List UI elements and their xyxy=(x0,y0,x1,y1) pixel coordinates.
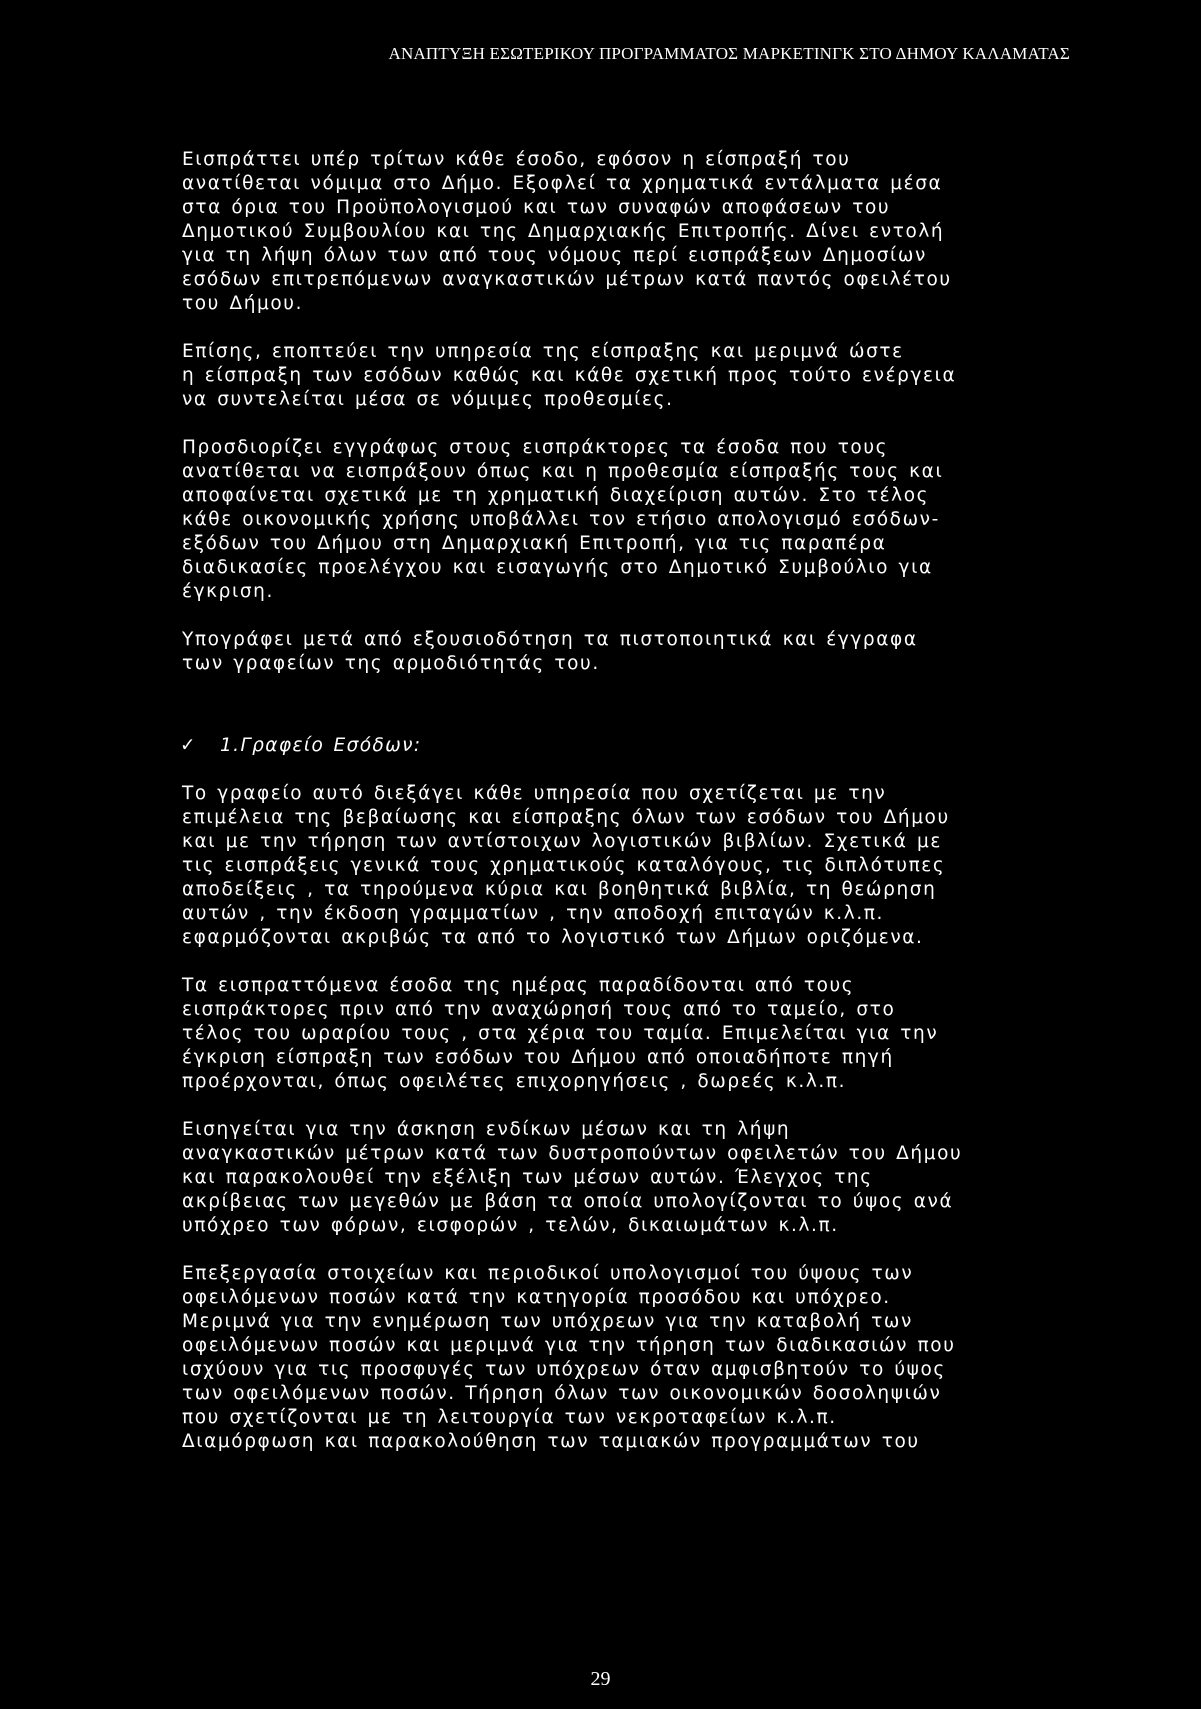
text-line: εσόδων επιτρεπόμενων αναγκαστικών μέτρων κατά παντός οφειλέτου xyxy=(182,269,952,290)
text-line: εφαρμόζονται ακριβώς τα από το λογιστικό των Δήμων οριζόμενα. xyxy=(182,927,924,948)
paragraph xyxy=(148,340,1078,412)
text-line: Το γραφείο αυτό διεξάγει κάθε υπηρεσία που σχετίζεται με την xyxy=(182,783,887,804)
text-line: Διαμόρφωση και παρακολούθηση των ταμιακών προγραμμάτων του xyxy=(182,1431,920,1452)
text-line: υπόχρεο των φόρων, εισφορών , τελών, δικαιωμάτων κ.λ.π. xyxy=(182,1215,839,1236)
running-header: ΑΝΑΠΤΥΞΗ ΕΣΩΤΕΡΙΚΟΥ ΠΡΟΓΡΑΜΜΑΤΟΣ ΜΑΡΚΕΤΙΝΓΚ ΣΤΟ ΔΗΜΟΥ ΚΑΛΑΜΑΤΑΣ xyxy=(388,44,1070,63)
text-line: και παρακολουθεί την εξέλιξη των μέσων αυτών. Έλεγχος της xyxy=(182,1167,873,1188)
paragraph xyxy=(148,628,1078,676)
text-line: Εισπράττει υπέρ τρίτων κάθε έσοδο, εφόσον η είσπραξή του xyxy=(182,149,851,170)
section-heading-text: 1.Γραφείο Εσόδων: xyxy=(220,735,422,756)
text-line: κάθε οικονομικής χρήσης υποβάλλει τον ετήσιο απολογισμό εσόδων- xyxy=(182,509,940,530)
text-line: επιμέλεια της βεβαίωσης και είσπραξης όλων των εσόδων του Δήμου xyxy=(182,807,950,828)
text-line: ανατίθεται νόμιμα στο Δήμο. Εξοφλεί τα χρηματικά εντάλματα μέσα xyxy=(182,173,943,194)
text-line: εισπράκτορες πριν από την αναχώρησή τους από το ταμείο, στο xyxy=(182,999,896,1020)
text-line: για τη λήψη όλων των από τους νόμους περί εισπράξεων Δημοσίων xyxy=(182,245,927,266)
text-line: Υπογράφει μετά από εξουσιοδότηση τα πιστοποιητικά και έγγραφα xyxy=(182,629,918,650)
text-line: έγκριση. xyxy=(182,581,274,602)
text-line: οφειλόμενων ποσών κατά την κατηγορία προσόδου και υπόχρεο. xyxy=(182,1287,891,1308)
text-line: έγκριση είσπραξη των εσόδων του Δήμου από οποιαδήποτε πηγή xyxy=(182,1047,894,1068)
paragraph xyxy=(148,974,1078,1094)
paragraph xyxy=(148,1118,1078,1238)
text-line: ανατίθεται να εισπράξουν όπως και η προθεσμία είσπραξής τους και xyxy=(182,461,944,482)
text-line: Εισηγείται για την άσκηση ενδίκων μέσων και τη λήψη xyxy=(182,1119,791,1140)
text-line: αναγκαστικών μέτρων κατά των δυστροπούντων οφειλετών του Δήμου xyxy=(182,1143,963,1164)
paragraph xyxy=(148,148,1078,316)
paragraphs-bottom xyxy=(148,782,1078,1454)
text-line: αποφαίνεται σχετικά με τη χρηματική διαχείριση αυτών. Στο τέλος xyxy=(182,485,930,506)
section-heading xyxy=(180,734,1078,758)
document-body xyxy=(148,148,1078,1478)
page-number: 29 xyxy=(590,1668,611,1690)
text-line: προέρχονται, όπως οφειλέτες επιχορηγήσεις , δωρεές κ.λ.π. xyxy=(182,1071,847,1092)
text-line: Επίσης, εποπτεύει την υπηρεσία της είσπραξης και μεριμνά ώστε xyxy=(182,341,904,362)
text-line: Δημοτικού Συμβουλίου και της Δημαρχιακής Επιτροπής. Δίνει εντολή xyxy=(182,221,945,242)
text-line: ακρίβειας των μεγεθών με βάση τα οποία υπολογίζονται το ύψος ανά xyxy=(182,1191,954,1212)
paragraph xyxy=(148,782,1078,950)
text-line: Επεξεργασία στοιχείων και περιοδικοί υπολογισμοί του ύψους των xyxy=(182,1263,914,1284)
text-line: να συντελείται μέσα σε νόμιμες προθεσμίες. xyxy=(182,389,674,410)
text-line: στα όρια του Προϋπολογισμού και των συναφών αποφάσεων του xyxy=(182,197,891,218)
paragraph xyxy=(148,436,1078,604)
text-line: ισχύουν για τις προσφυγές των υπόχρεων όταν αμφισβητούν το ύψος xyxy=(182,1359,946,1380)
text-line: Προσδιορίζει εγγράφως στους εισπράκτορες τα έσοδα που τους xyxy=(182,437,889,458)
text-line: των γραφείων της αρμοδιότητάς του. xyxy=(182,653,600,674)
text-line: του Δήμου. xyxy=(182,293,304,314)
text-line: αυτών , την έκδοση γραμματίων , την αποδοχή επιταγών κ.λ.π. xyxy=(182,903,885,924)
text-line: των οφειλόμενων ποσών. Τήρηση όλων των οικονομικών δοσοληψιών xyxy=(182,1383,942,1404)
text-line: εξόδων του Δήμου στη Δημαρχιακή Επιτροπή, για τις παραπέρα xyxy=(182,533,887,554)
text-line: που σχετίζονται με τη λειτουργία των νεκροταφείων κ.λ.π. xyxy=(182,1407,837,1428)
text-line: η είσπραξη των εσόδων καθώς και κάθε σχετική προς τούτο ενέργεια xyxy=(182,365,957,386)
text-line: τέλος του ωραρίου τους , στα χέρια του ταμία. Επιμελείται για την xyxy=(182,1023,939,1044)
text-line: Τα εισπραττόμενα έσοδα της ημέρας παραδίδονται από τους xyxy=(182,975,855,996)
paragraphs-top xyxy=(148,148,1078,676)
text-line: διαδικασίες προελέγχου και εισαγωγής στο Δημοτικό Συμβούλιο για xyxy=(182,557,933,578)
text-line: και με την τήρηση των αντίστοιχων λογιστικών βιβλίων. Σχετικά με xyxy=(182,831,943,852)
paragraph xyxy=(148,1262,1078,1454)
text-line: τις εισπράξεις γενικά τους χρηματικούς καταλόγους, τις διπλότυπες xyxy=(182,855,946,876)
text-line: αποδείξεις , τα τηρούμενα κύρια και βοηθητικά βιβλία, τη θεώρηση xyxy=(182,879,937,900)
text-line: Μεριμνά για την ενημέρωση των υπόχρεων για την καταβολή των xyxy=(182,1311,913,1332)
text-line: οφειλόμενων ποσών και μεριμνά για την τήρηση των διαδικασιών που xyxy=(182,1335,956,1356)
checkmark-icon: ✓ xyxy=(180,735,197,756)
